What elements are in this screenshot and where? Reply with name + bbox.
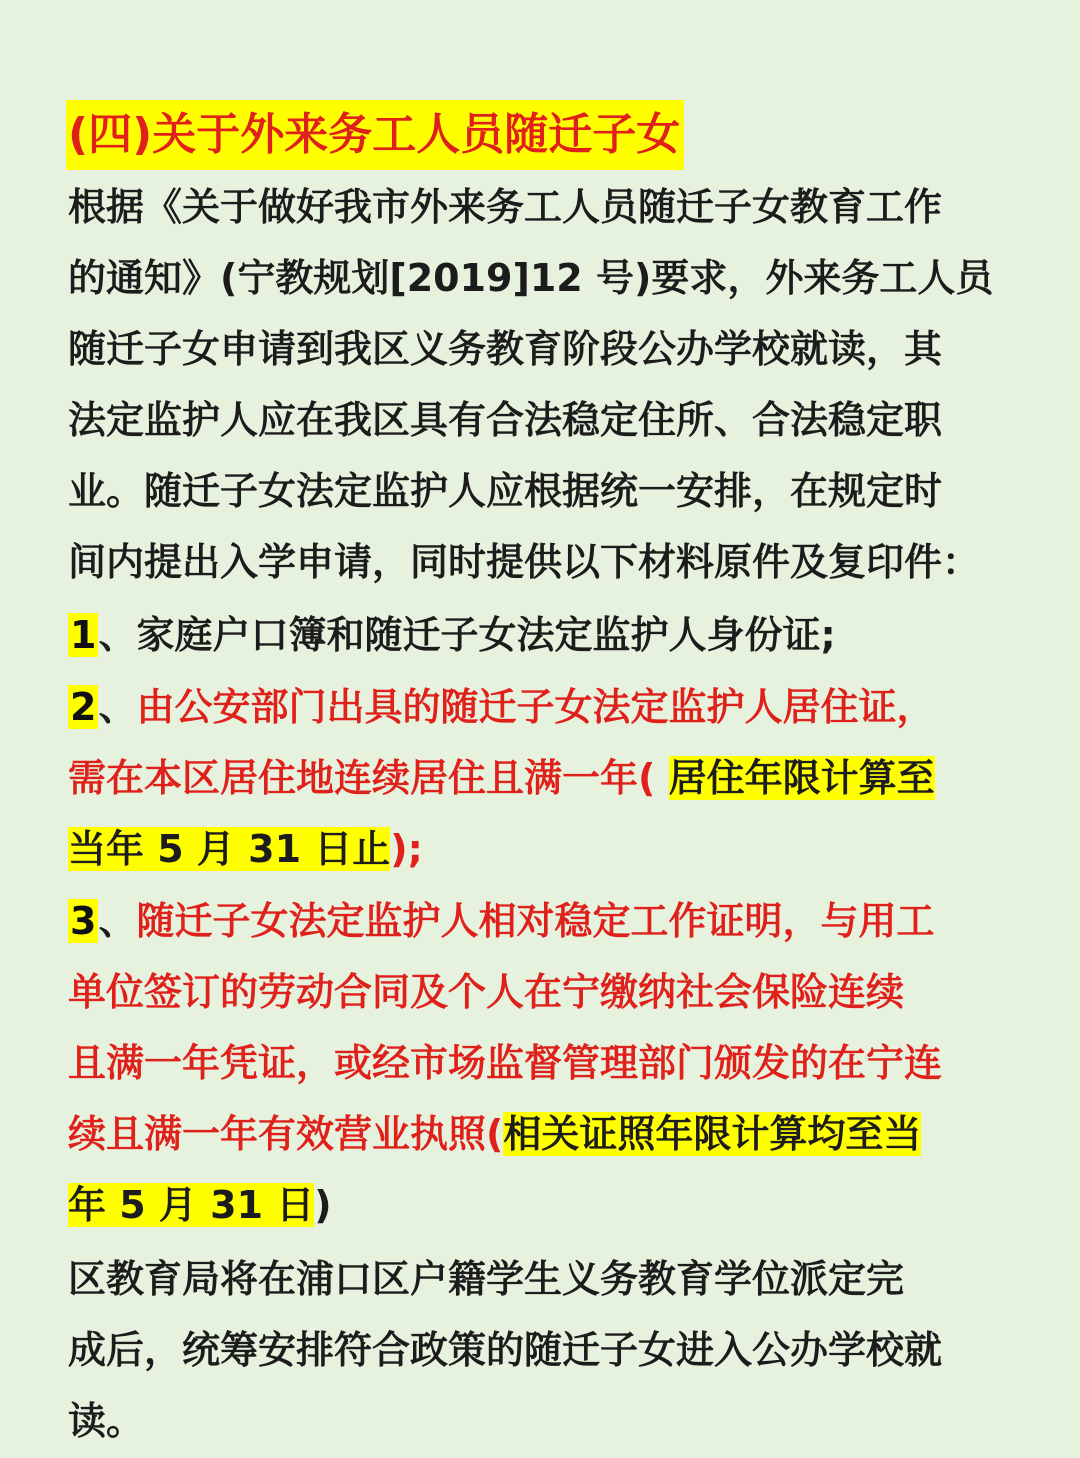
item-1 [68, 600, 836, 670]
item-2-line-3 [68, 814, 423, 884]
item-2-text-1: 由公安部门出具的随迁子女法定监护人居住证， [136, 685, 935, 729]
item-3-highlight-2: 年 5 月 31 日 [68, 1183, 315, 1227]
item-2-line-2 [68, 743, 935, 813]
intro-line-5: 业。随迁子女法定监护人应根据统一安排，在规定时 [68, 469, 943, 513]
intro-line-1: 根据《关于做好我市外来务工人员随迁子女教育工作 [68, 185, 943, 229]
item-2-separator: 、 [98, 685, 137, 729]
item-3-line-3: 且满一年凭证，或经市场监督管理部门颁发的在宁连 [68, 1041, 943, 1085]
item-2-text-2: 需在本区居住地连续居住且满一年( [68, 756, 656, 800]
item-3-line-5 [68, 1170, 332, 1240]
item-3-highlight-1: 相关证照年限计算均至当 [503, 1112, 922, 1156]
item-3-line-4 [68, 1099, 921, 1169]
item-2-highlight-1: 居住年限计算至 [668, 756, 935, 800]
item-3-line-1 [68, 886, 934, 956]
item-3-separator: 、 [98, 899, 137, 943]
item-2-line-1 [68, 672, 934, 742]
item-1-text: 家庭户口簿和随迁子女法定监护人身份证; [136, 613, 836, 657]
intro-line-4: 法定监护人应在我区具有合法稳定住所、合法稳定职 [68, 398, 943, 442]
item-2-highlight-2: 当年 5 月 31 日止 [68, 827, 391, 871]
closing-line-2: 成后，统筹安排符合政策的随迁子女进入公办学校就 [68, 1328, 943, 1372]
item-2-number: 2 [70, 685, 97, 729]
closing-line-3: 读。 [68, 1399, 145, 1443]
item-1-separator: 、 [98, 613, 137, 657]
intro-line-6: 间内提出入学申请，同时提供以下材料原件及复印件： [68, 540, 981, 584]
closing-line-1: 区教育局将在浦口区户籍学生义务教育学位派定完 [68, 1257, 905, 1301]
section-title: (四)关于外来务工人员随迁子女 [66, 100, 684, 170]
intro-line-2: 的通知》(宁教规划[2019]12 号)要求，外来务工人员 [68, 256, 994, 300]
item-3-number: 3 [70, 899, 97, 943]
item-3-text-1: 随迁子女法定监护人相对稳定工作证明，与用工 [136, 899, 935, 943]
item-3-line-2: 单位签订的劳动合同及个人在宁缴纳社会保险连续 [68, 970, 905, 1014]
item-1-number: 1 [70, 613, 97, 657]
item-3-text-5: ) [314, 1183, 332, 1227]
item-3-text-4: 续且满一年有效营业执照( [68, 1112, 504, 1156]
item-2-text-3: ); [390, 827, 423, 871]
intro-line-3: 随迁子女申请到我区义务教育阶段公办学校就读，其 [68, 327, 943, 371]
